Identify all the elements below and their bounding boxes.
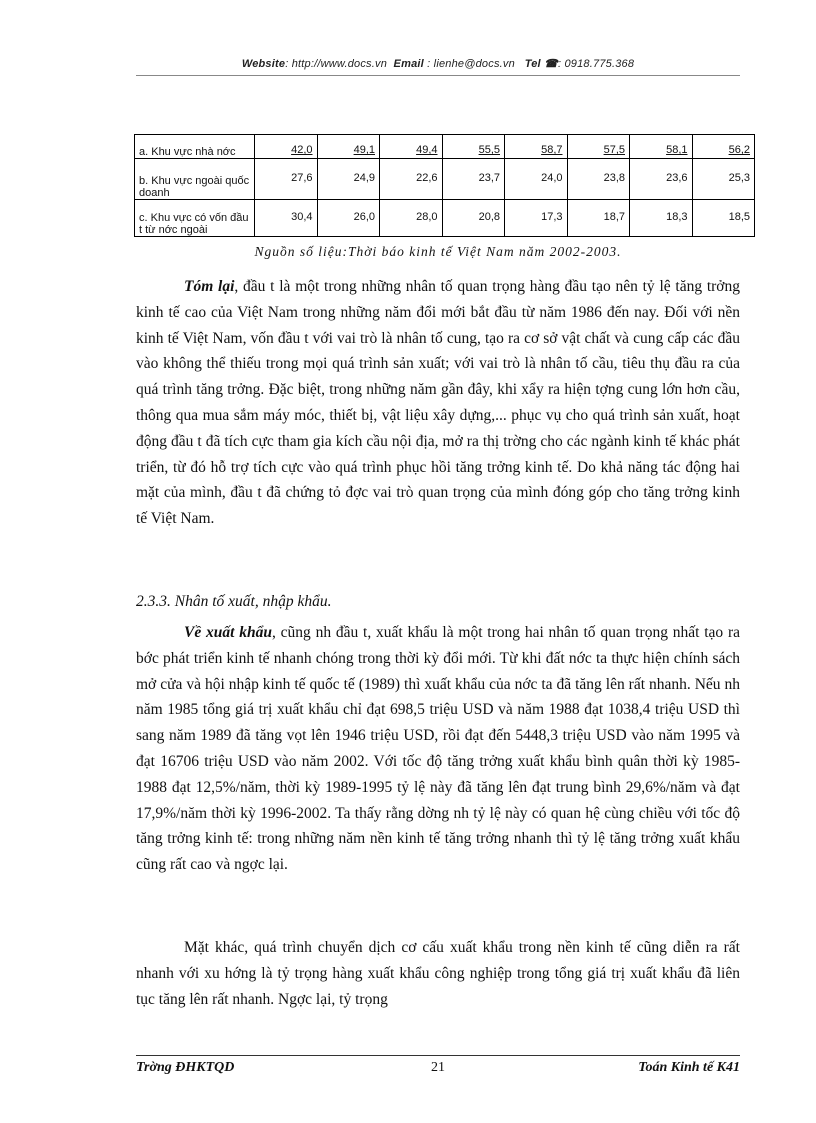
paragraph-lead: Tóm lại	[184, 278, 235, 295]
table-cell: 26,0	[317, 200, 380, 237]
investment-share-table	[134, 134, 755, 237]
row-label: a. Khu vực nhà nớc	[135, 135, 255, 159]
table-row	[135, 135, 755, 159]
tel-label: Tel	[524, 58, 541, 70]
page-number: 21	[431, 1060, 445, 1075]
paragraph-body: , cũng nh đầu t, xuất khẩu là một trong hai nhân tố quan trọng nhất tạo ra bớc phát triển kinh tế nhanh chóng trong thời kỳ đổi mới. Từ khi đất nớc ta thực hiện chính sách mở cửa và hội nhập kinh tế quốc tế (1989) thì xuất khẩu của nớc ta đã tăng lên rất nhanh. Nếu nh năm 1985 tổng giá trị xuất khẩu chỉ đạt 698,5 triệu USD và năm 1988 đạt 1038,4 triệu USD thì sang năm 1989 đã tăng vọt lên 1946 triệu USD, rồi đạt đến 5448,3 triệu USD vào năm 1995 và đạt 16706 triệu USD vào năm 2002. Với tốc độ tăng trởng xuất khẩu bình quân thời kỳ 1985-1988 đạt 12,5%/năm, thời kỳ 1989-1995 tỷ lệ này đã tăng lên đạt trung bình 29,6%/năm và đạt 17,9%/năm thời kỳ 1996-2002. Ta thấy rằng dờng nh tỷ lệ này có quan hệ cùng chiều với tốc độ tăng trởng kinh tế: trong những năm nền kinh tế tăng trởng nhanh thì tỷ lệ tăng trởng xuất khẩu cũng rất cao và ngợc lại.	[136, 624, 741, 874]
footer-school: Trờng ĐHKTQD	[136, 1060, 235, 1075]
table-cell: 18,5	[692, 200, 755, 237]
table-cell: 22,6	[380, 159, 443, 200]
website-label: Website	[241, 58, 286, 70]
table-source-caption: Nguồn số liệu:Thời báo kinh tế Việt Nam năm 2002-2003.	[254, 244, 622, 259]
table-cell: 27,6	[255, 159, 318, 200]
table-cell: 57,5	[567, 135, 630, 159]
table-cell: 17,3	[505, 200, 568, 237]
paragraph-body: Mặt khác, quá trình chuyển dịch cơ cấu xuất khẩu trong nền kinh tế cũng diễn ra rất nhanh với xu hớng là tỷ trọng hàng xuất khẩu công nghiệp trong tổng giá trị xuất khẩu đã liên tục tăng lên rất nhanh. Ngợc lại, tỷ trọng	[136, 939, 740, 1008]
table-cell: 58,7	[505, 135, 568, 159]
website-value: : http://www.docs.vn	[285, 58, 388, 70]
table-cell: 56,2	[692, 135, 755, 159]
paragraph-lead: Về xuất khẩu	[184, 624, 272, 641]
table-cell: 55,5	[442, 135, 505, 159]
page-header	[136, 57, 740, 70]
paragraph-export-structure	[136, 935, 740, 1012]
row-label: c. Khu vực có vốn đầu t từ nớc ngoài	[135, 200, 255, 237]
paragraph-body: , đầu t là một trong những nhân tố quan trọng hàng đầu tạo nên tỷ lệ tăng trởng kinh tế cao của Việt Nam trong những năm đổi mới bắt đầu từ năm 1986 đến nay. Đối với nền kinh tế Việt Nam, vốn đầu t với vai trò là nhân tố cung, tạo ra cơ sở vật chất và cung cấp các đầu vào không thể thiếu trong mọi quá trình sản xuất; với vai trò là nhân tố cầu, tiêu thụ đầu ra của quá trình tăng trởng. Đặc biệt, trong những năm gần đây, khi xẩy ra hiện tợng cung lớn hơn cầu, thông qua mua sắm máy móc, thiết bị, vật liệu xây dựng,... phục vụ cho quá trình sản xuất, hoạt động đầu t đã tích cực tham gia kích cầu nội địa, mở ra thị trờng cho các ngành kinh tế khác phát triển, từ đó hỗ trợ tích cực vào quá trình phục hồi tăng trởng kinh tế. Do khả năng tác động hai mặt của mình, đầu t đã chứng tỏ đợc vai trò quan trọng của mình đóng góp cho tăng trởng kinh tế Việt Nam.	[136, 278, 740, 528]
table-cell: 18,3	[630, 200, 693, 237]
email-label: Email	[393, 58, 424, 70]
email-value: : lienhe@docs.vn	[427, 58, 515, 70]
table-cell: 49,4	[380, 135, 443, 159]
table-cell: 42,0	[255, 135, 318, 159]
table-cell: 25,3	[692, 159, 755, 200]
page-footer	[136, 1060, 740, 1082]
row-label: b. Khu vực ngoài quốc doanh	[135, 159, 255, 200]
table-cell: 24,9	[317, 159, 380, 200]
table-cell: 18,7	[567, 200, 630, 237]
table-cell: 20,8	[442, 200, 505, 237]
table-cell: 23,7	[442, 159, 505, 200]
table-cell: 23,8	[567, 159, 630, 200]
table-cell: 58,1	[630, 135, 693, 159]
paragraph-exports	[136, 620, 740, 878]
table-row	[135, 200, 755, 237]
table-cell: 23,6	[630, 159, 693, 200]
footer-class: Toán Kinh tế K41	[638, 1060, 740, 1075]
table-cell: 49,1	[317, 135, 380, 159]
tel-value: : 0918.775.368	[557, 58, 635, 70]
paragraph-summary	[136, 274, 740, 532]
phone-icon: ☎	[544, 58, 558, 70]
paragraph-text	[136, 274, 740, 532]
table-cell: 24,0	[505, 159, 568, 200]
paragraph-text	[136, 620, 740, 878]
table-row	[135, 159, 755, 200]
section-heading: 2.3.3. Nhân tố xuất, nhập khẩu.	[136, 593, 332, 610]
header-rule	[136, 75, 740, 76]
table-cell: 30,4	[255, 200, 318, 237]
table-cell: 28,0	[380, 200, 443, 237]
footer-rule	[136, 1055, 740, 1056]
